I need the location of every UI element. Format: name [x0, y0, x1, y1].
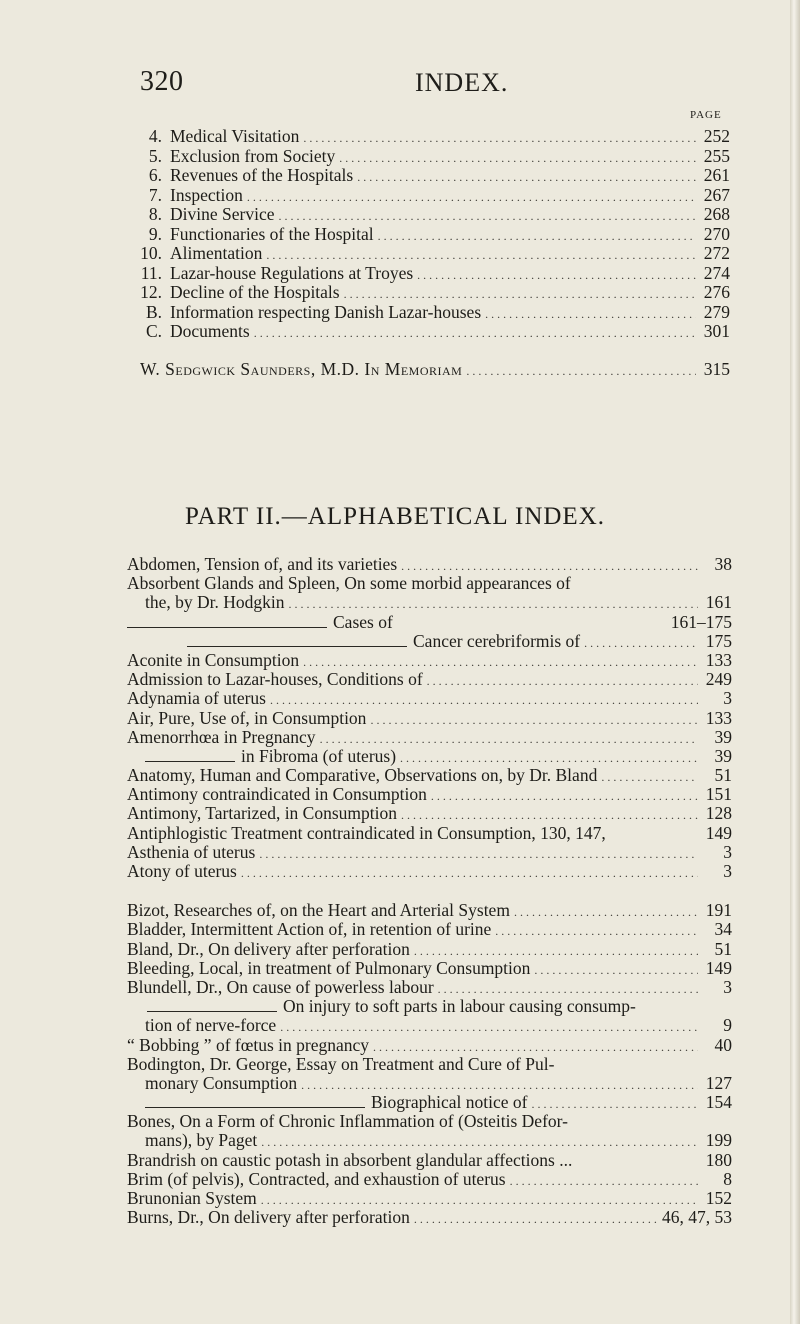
index-entry: [127, 958, 732, 977]
index-entry-text: Cancer cerebriformis of: [413, 630, 581, 651]
ditto-rule: [145, 761, 235, 762]
index-entry-page: 8: [723, 1168, 732, 1189]
dot-leader: [510, 1174, 698, 1189]
index-entry-text: the, by Dr. Hodgkin: [145, 592, 285, 613]
index-entry-page: 3: [723, 841, 732, 862]
index-entry-text: tion of nerve-force: [145, 1015, 277, 1036]
dot-leader: [254, 326, 696, 341]
index-entry-page: 38: [714, 554, 732, 574]
part-heading: PART II.—ALPHABETICAL INDEX.: [184, 503, 606, 530]
contents-entry: [140, 224, 730, 244]
dot-leader: [357, 170, 696, 185]
index-entry-page: 51: [714, 765, 732, 786]
contents-entry: [140, 243, 730, 263]
entry-number: 10.: [140, 243, 162, 263]
index-entry: [127, 765, 732, 784]
index-entry-page: 39: [714, 745, 732, 766]
index-entry-page: 46, 47, 53: [662, 1207, 732, 1228]
dot-leader: [401, 808, 698, 823]
dot-leader: [370, 713, 698, 728]
dot-leader: [259, 847, 698, 862]
entry-page: 301: [703, 321, 730, 341]
contents-entry: [140, 165, 730, 185]
entry-number: 11.: [140, 262, 162, 283]
entry-page: 272: [703, 243, 730, 263]
dot-leader: [373, 1040, 698, 1055]
index-entry-page: 39: [714, 726, 732, 747]
ditto-rule: [187, 646, 407, 647]
entry-page: 270: [703, 223, 730, 244]
entry-number: 5.: [148, 145, 162, 166]
index-section-b: [127, 900, 732, 1226]
index-entry: [127, 1169, 732, 1188]
index-entry-page: 3: [723, 688, 732, 709]
entry-number: 4.: [148, 126, 162, 146]
alphabetical-index: [127, 554, 732, 1226]
memoriam-entry: [140, 359, 730, 379]
index-entry-page: 128: [705, 803, 732, 824]
entry-page: 255: [703, 145, 730, 166]
entry-page: 261: [703, 165, 730, 185]
index-entry-page: 249: [705, 669, 732, 690]
dot-leader: [289, 597, 698, 612]
index-entry: [127, 1111, 732, 1130]
entry-number: 8.: [148, 204, 162, 224]
dot-leader: [344, 287, 696, 302]
dot-leader: [400, 751, 698, 766]
index-entry-page: 180: [705, 1149, 732, 1170]
index-entry-page: 175: [705, 630, 732, 651]
dot-leader: [241, 866, 698, 881]
dot-leader: [401, 559, 698, 574]
dot-leader: [278, 209, 696, 224]
ditto-rule: [127, 627, 327, 628]
entry-page: 252: [703, 126, 730, 146]
ditto-rule: [147, 1011, 277, 1012]
entry-page: 276: [703, 282, 730, 302]
index-entry: [127, 939, 732, 958]
index-entry: [127, 803, 732, 822]
dot-leader: [466, 364, 696, 379]
index-entry: [127, 727, 732, 746]
dot-leader: [531, 1097, 698, 1112]
index-entry: [127, 708, 732, 727]
index-entry-page: 9: [723, 1015, 732, 1036]
dot-leader: [247, 190, 696, 205]
dot-leader: [378, 229, 696, 244]
index-entry: [127, 919, 732, 938]
contents-entry: [140, 302, 730, 322]
index-entry-text: Bland, Dr., On delivery after perforation: [127, 938, 410, 959]
index-entry: [127, 612, 732, 631]
dot-leader: [261, 1193, 698, 1208]
index-entry-text: mans), by Paget: [145, 1130, 258, 1151]
entry-title: Documents: [170, 321, 250, 341]
dot-leader: [417, 268, 696, 283]
entry-title: Medical Visitation: [170, 126, 300, 146]
index-entry-page: 133: [705, 649, 732, 670]
index-entry-page: 149: [705, 822, 732, 843]
index-entry: [127, 1073, 732, 1092]
dot-leader: [303, 655, 698, 670]
index-entry-text: Adynamia of uterus: [127, 688, 266, 709]
page-number: 320: [140, 66, 184, 97]
running-head: [140, 66, 720, 100]
index-entry-page: 154: [705, 1092, 732, 1113]
contents-entry: [140, 321, 730, 341]
dot-leader: [438, 982, 698, 997]
index-entry-page: 161–175: [670, 611, 732, 632]
index-entry: [127, 784, 732, 803]
index-entry-text: Antiphlogistic Treatment contraindicated in Consumption, 130, 147,: [127, 822, 606, 843]
entry-title: Divine Service: [170, 204, 275, 224]
contents-entry: [140, 185, 730, 205]
index-entry-text: “ Bobbing ” of fœtus in pregnancy: [127, 1034, 370, 1055]
index-entry-page: 127: [705, 1072, 732, 1093]
index-entry-text: Asthenia of uterus: [127, 841, 256, 862]
index-entry: [127, 573, 732, 592]
index-entry-text: Blundell, Dr., On cause of powerless labour: [127, 976, 434, 997]
contents-entry: [140, 126, 730, 146]
entry-page: 267: [703, 184, 730, 205]
index-entry: [127, 861, 732, 880]
index-entry: [127, 842, 732, 861]
index-entry-text: Air, Pure, Use of, in Consumption: [127, 707, 367, 728]
dot-leader: [339, 151, 696, 166]
index-entry-text: Anatomy, Human and Comparative, Observations on, by Dr. Bland: [127, 765, 598, 786]
entry-title: Decline of the Hospitals: [170, 282, 340, 302]
entry-page: 279: [703, 301, 730, 322]
index-entry-text: Admission to Lazar-houses, Conditions of: [127, 669, 423, 690]
index-entry-text: Aconite in Consumption: [127, 649, 300, 670]
index-entry-text: Absorbent Glands and Spleen, On some morbid appearances of: [127, 573, 571, 594]
index-entry: [127, 554, 732, 573]
index-entry: [127, 1035, 732, 1054]
entry-title: Revenues of the Hospitals: [170, 165, 354, 185]
contents-entry: [140, 263, 730, 283]
index-entry: [127, 1150, 732, 1169]
index-entry: [127, 1188, 732, 1207]
index-entry-page: 149: [705, 957, 732, 978]
index-section-a: [127, 554, 732, 880]
dot-leader: [301, 1078, 698, 1093]
index-entry-text: Brim (of pelvis), Contracted, and exhaustion of uterus: [127, 1168, 506, 1189]
dot-leader: [266, 248, 696, 263]
index-entry-text: monary Consumption: [145, 1072, 298, 1093]
entry-title: Information respecting Danish Lazar-houses: [170, 301, 482, 322]
page-column-label: PAGE: [690, 109, 722, 121]
index-entry: [127, 688, 732, 707]
index-entry: [127, 900, 732, 919]
index-entry-page: 133: [705, 707, 732, 728]
index-entry-text: Bizot, Researches of, on the Heart and Arterial System: [127, 900, 510, 921]
index-entry-text: in Fibroma (of uterus): [241, 745, 397, 766]
index-entry-text: Amenorrhœa in Pregnancy: [127, 726, 316, 747]
index-entry-text: Brandrish on caustic potash in absorbent glandular affections ...: [127, 1149, 573, 1170]
dot-leader: [303, 131, 696, 146]
index-entry-page: 199: [705, 1130, 732, 1151]
entry-number: C.: [145, 321, 162, 341]
index-entry-text: Bleeding, Local, in treatment of Pulmonary Consumption: [127, 957, 531, 978]
index-entry-text: Bodington, Dr. George, Essay on Treatment and Cure of Pul-: [127, 1053, 555, 1074]
memoriam-label: W. Sedgwick Saunders, M.D. In Memoriam: [140, 358, 463, 379]
entry-title: Alimentation: [170, 243, 263, 263]
index-entry-text: Brunonian System: [127, 1188, 257, 1208]
index-entry: [127, 631, 732, 650]
dot-leader: [485, 307, 696, 322]
dot-leader: [601, 770, 698, 785]
entry-number: 9.: [148, 223, 162, 244]
dot-leader: [414, 1212, 658, 1227]
dot-leader: [414, 944, 698, 959]
running-head-title: INDEX.: [415, 68, 509, 97]
index-entry: [127, 823, 732, 842]
entry-title: Lazar-house Regulations at Troyes: [170, 262, 414, 283]
index-entry-page: 151: [705, 784, 732, 805]
entry-title: Inspection: [170, 184, 243, 205]
index-entry-text: Antimony contraindicated in Consumption: [127, 784, 427, 805]
page-edge: [790, 0, 800, 1324]
index-entry-text: On injury to soft parts in labour causing consump-: [283, 996, 636, 1017]
memoriam-page: 315: [703, 358, 730, 379]
index-entry-page: 34: [714, 919, 732, 940]
contents-list: [140, 126, 730, 378]
index-entry-page: 191: [705, 900, 732, 921]
entry-number: 12.: [140, 282, 162, 302]
index-entry-page: 40: [714, 1034, 732, 1055]
index-entry: [127, 650, 732, 669]
dot-leader: [534, 963, 698, 978]
dot-leader: [584, 636, 698, 651]
dot-leader: [280, 1020, 698, 1035]
index-entry-page: 161: [705, 592, 732, 613]
index-entry-text: Antimony, Tartarized, in Consumption: [127, 803, 397, 824]
contents-entry: [140, 282, 730, 302]
entry-number: B.: [145, 301, 162, 322]
dot-leader: [427, 674, 698, 689]
index-entry-text: Cases of: [333, 611, 393, 632]
index-entry: [127, 592, 732, 611]
index-entry: [127, 1015, 732, 1034]
entry-page: 274: [703, 262, 730, 283]
index-entry-page: 152: [705, 1188, 732, 1208]
dot-leader: [320, 732, 698, 747]
contents-entry: [140, 146, 730, 166]
index-entry-page: 3: [723, 976, 732, 997]
dot-leader: [431, 789, 698, 804]
index-entry: [127, 1092, 732, 1111]
dot-leader: [495, 924, 698, 939]
index-entry: [127, 746, 732, 765]
entry-page: 268: [703, 204, 730, 224]
index-entry-text: Biographical notice of: [371, 1092, 528, 1113]
index-entry-text: Bladder, Intermittent Action of, in retention of urine: [127, 919, 492, 940]
ditto-rule: [145, 1107, 365, 1108]
dot-leader: [270, 693, 698, 708]
index-entry-text: Bones, On a Form of Chronic Inflammation of (Osteitis Defor-: [127, 1111, 568, 1132]
index-entry: [127, 996, 732, 1015]
contents-entry: [140, 204, 730, 224]
dot-leader: [514, 905, 698, 920]
index-entry: [127, 1054, 732, 1073]
entry-title: Exclusion from Society: [170, 145, 336, 166]
entry-title: Functionaries of the Hospital: [170, 223, 374, 244]
entry-number: 7.: [148, 184, 162, 205]
index-entry-text: Atony of uterus: [127, 861, 237, 881]
index-entry: [127, 977, 732, 996]
index-entry: [127, 1207, 732, 1226]
index-entry: [127, 669, 732, 688]
dot-leader: [261, 1135, 698, 1150]
index-entry-text: Abdomen, Tension of, and its varieties: [127, 554, 398, 574]
entry-number: 6.: [148, 165, 162, 185]
index-entry-page: 51: [714, 938, 732, 959]
index-entry-text: Burns, Dr., On delivery after perforation: [127, 1207, 410, 1228]
index-entry: [127, 1130, 732, 1149]
index-entry-page: 3: [723, 861, 732, 881]
